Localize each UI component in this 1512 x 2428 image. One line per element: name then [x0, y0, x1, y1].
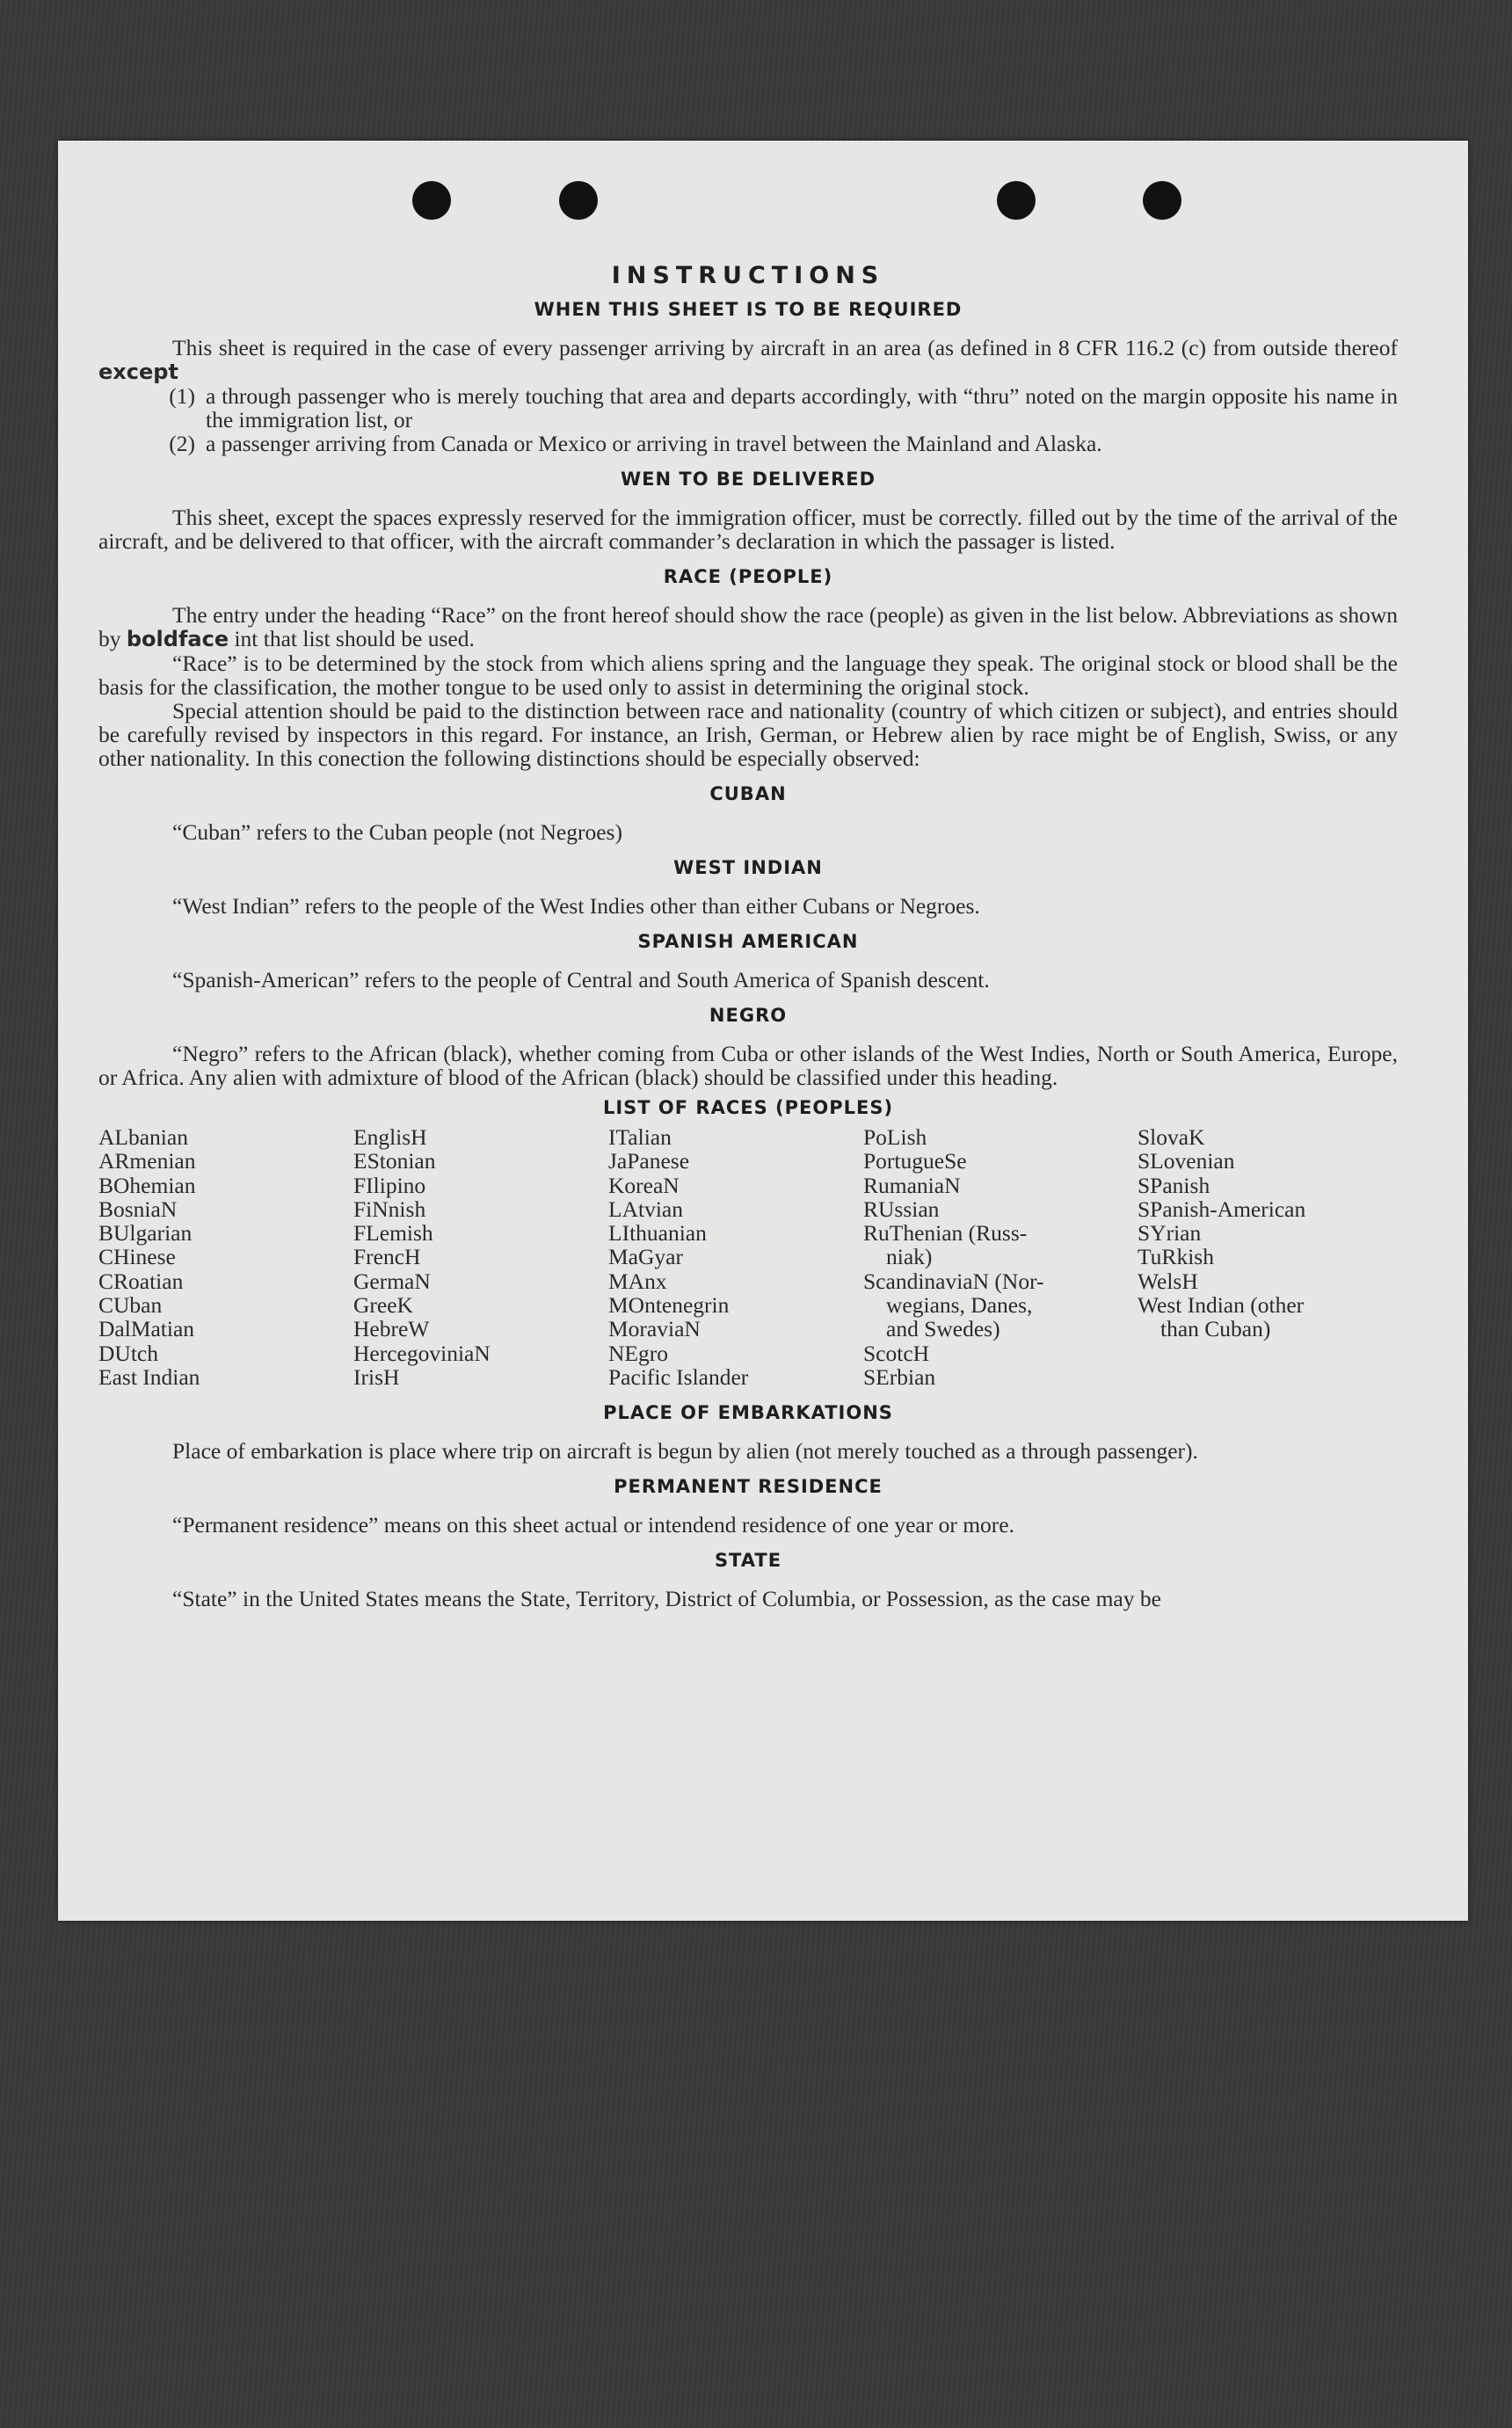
- race-list: [98, 1125, 1398, 1389]
- punch-hole: [1143, 181, 1181, 220]
- paragraph-west-indian: “West Indian” refers to the people of the West Indies other than either Cubans or Negroes.: [172, 893, 980, 919]
- instructions-content: [98, 264, 1398, 1610]
- heading-race: RACE (PEOPLE): [663, 566, 833, 587]
- heading-when-required: WHEN THIS SHEET IS TO BE REQUIRED: [534, 299, 963, 320]
- list-item: RumaniaN: [863, 1172, 961, 1198]
- list-item: KoreaN: [608, 1172, 680, 1198]
- list-item: Pacific Islander: [608, 1363, 749, 1390]
- heading-negro: NEGRO: [709, 1005, 788, 1026]
- punch-hole: [997, 181, 1036, 220]
- race-column: [1138, 1125, 1398, 1389]
- list-item: SYrian: [1138, 1220, 1202, 1247]
- list-item: RUssian: [863, 1196, 940, 1222]
- paragraph-when-required: This sheet is required in the case of every passenger arriving by aircraft in an area (as defined in 8 CFR 116.2 (c) from outside thereof except: [98, 335, 1398, 384]
- heading-west-indian: WEST INDIAN: [673, 857, 823, 878]
- list-item: LIthuanian: [608, 1220, 707, 1247]
- list-item: PortugueSe: [863, 1148, 967, 1174]
- list-item: SLovenian: [1138, 1148, 1235, 1174]
- heading-place-of-embarkation: PLACE OF EMBARKATIONS: [603, 1402, 893, 1424]
- list-item: MOntenegrin: [608, 1292, 730, 1319]
- list-item: ALbanian: [98, 1124, 188, 1150]
- list-item: FiNnish: [353, 1196, 426, 1222]
- heading-spanish-american: SPANISH AMERICAN: [637, 931, 859, 952]
- list-item: TuRkish: [1138, 1244, 1214, 1270]
- list-item: CRoatian: [98, 1268, 184, 1294]
- list-item: SErbian: [863, 1363, 936, 1390]
- list-item: and Swedes): [886, 1316, 1000, 1342]
- list-item: CHinese: [98, 1244, 176, 1270]
- bold-boldface: boldface: [126, 627, 229, 651]
- paragraph-place-of-embarkation: Place of embarkation is place where trip on aircraft is begun by alien (not merely touched as a through passenger).: [172, 1438, 1198, 1465]
- punch-hole: [559, 181, 598, 220]
- list-item: West Indian (other: [1138, 1292, 1305, 1319]
- list-item: ScotcH: [863, 1340, 930, 1366]
- race-column: [863, 1125, 1138, 1389]
- list-item: East Indian: [98, 1363, 200, 1390]
- document-sheet: [58, 141, 1468, 1921]
- list-item: MoraviaN: [608, 1316, 701, 1342]
- bold-except: except: [98, 360, 178, 384]
- list-item: EStonian: [353, 1148, 436, 1174]
- list-item: ScandinaviaN (Nor-: [863, 1268, 1044, 1294]
- paragraph-cuban: “Cuban” refers to the Cuban people (not Negroes): [172, 819, 622, 845]
- paragraph-race-2: “Race” is to be determined by the stock from which aliens spring and the language they speak. The original stock or blood shall be the basis for the classification, the mother tongue to be used only to assist in determining the original stock.: [98, 651, 1398, 700]
- paragraph-race-1: The entry under the heading “Race” on the front hereof should show the race (people) as given in the list below. Abbreviations as shown by boldface int that list should be used.: [98, 602, 1398, 651]
- list-item: SPanish-American: [1138, 1196, 1306, 1222]
- list-item: ITalian: [608, 1124, 672, 1150]
- list-item: MAnx: [608, 1268, 667, 1294]
- list-item: BosniaN: [98, 1196, 178, 1222]
- list-item: LAtvian: [608, 1196, 683, 1222]
- list-item: ARmenian: [98, 1148, 196, 1174]
- list-item: HercegoviniaN: [353, 1340, 491, 1366]
- heading-permanent-residence: PERMANENT RESIDENCE: [614, 1476, 883, 1498]
- race-column: [608, 1125, 863, 1389]
- list-item: BOhemian: [98, 1172, 196, 1198]
- list-item: FIlipino: [353, 1172, 426, 1198]
- list-item: MaGyar: [608, 1244, 683, 1270]
- race-column: [98, 1125, 353, 1389]
- list-item: SlovaK: [1138, 1124, 1205, 1150]
- list-item: EnglisH: [353, 1124, 427, 1150]
- list-item: NEgro: [608, 1340, 668, 1366]
- list-item: (2) a passenger arriving from Canada or Mexico or arriving in travel between the Mainland and Alaska.: [169, 431, 1102, 456]
- list-item: niak): [886, 1244, 933, 1270]
- list-item: WelsH: [1138, 1268, 1198, 1294]
- list-item: IrisH: [353, 1363, 400, 1390]
- paragraph-state: “State” in the United States means the State, Territory, District of Columbia, or Possession, as the case may be: [172, 1586, 1161, 1612]
- list-item: GreeK: [353, 1292, 413, 1319]
- list-item: PoLish: [863, 1124, 927, 1150]
- heading-list-of-races: LIST OF RACES (PEOPLES): [602, 1097, 894, 1118]
- list-item: than Cuban): [1160, 1316, 1271, 1342]
- list-item: BUlgarian: [98, 1220, 193, 1247]
- paragraph-when-delivered: This sheet, except the spaces expressly reserved for the immigration officer, must be correctly. filled out by the time of the arrival of the aircraft, and be delivered to that officer, with the aircraft commander’s declaration in which the passager is listed.: [98, 505, 1398, 554]
- list-item: DalMatian: [98, 1316, 195, 1342]
- list-item: SPanish: [1138, 1172, 1210, 1198]
- punch-hole: [412, 181, 451, 220]
- list-item: CUban: [98, 1292, 163, 1319]
- page-title: INSTRUCTIONS: [611, 262, 885, 289]
- list-item: FLemish: [353, 1220, 433, 1247]
- list-item: HebreW: [353, 1316, 430, 1342]
- list-item: (1) a through passenger who is merely touching that area and departs accordingly, with “thru” noted on the margin opposite his name in the immigration list, or: [169, 383, 1398, 433]
- list-item: wegians, Danes,: [886, 1292, 1033, 1319]
- list-item: GermaN: [353, 1268, 431, 1294]
- paragraph-negro: “Negro” refers to the African (black), whether coming from Cuba or other islands of the West Indies, North or South America, Europe, or Africa. Any alien with admixture of blood of the African (black) should be classified under this heading.: [98, 1041, 1398, 1090]
- heading-cuban: CUBAN: [709, 783, 787, 804]
- paragraph-permanent-residence: “Permanent residence” means on this sheet actual or intendend residence of one year or more.: [172, 1512, 1014, 1538]
- heading-when-delivered: WEN TO BE DELIVERED: [620, 469, 876, 490]
- heading-state: STATE: [714, 1550, 782, 1572]
- race-column: [353, 1125, 608, 1389]
- paragraph-race-3: Special attention should be paid to the distinction between race and nationality (country of which citizen or subject), and entries should be carefully revised by inspectors in this regard. For instance, an Irish, German, or Hebrew alien by race might be of English, Swiss, or any other nationality. In this conection the following distinctions should be especially observed:: [98, 698, 1398, 771]
- paragraph-spanish-american: “Spanish-American” refers to the people of Central and South America of Spanish descent.: [172, 967, 990, 992]
- list-item: RuThenian (Russ-: [863, 1220, 1028, 1247]
- list-item: DUtch: [98, 1340, 158, 1366]
- list-item: JaPanese: [608, 1148, 690, 1174]
- list-item: FrencH: [353, 1244, 421, 1270]
